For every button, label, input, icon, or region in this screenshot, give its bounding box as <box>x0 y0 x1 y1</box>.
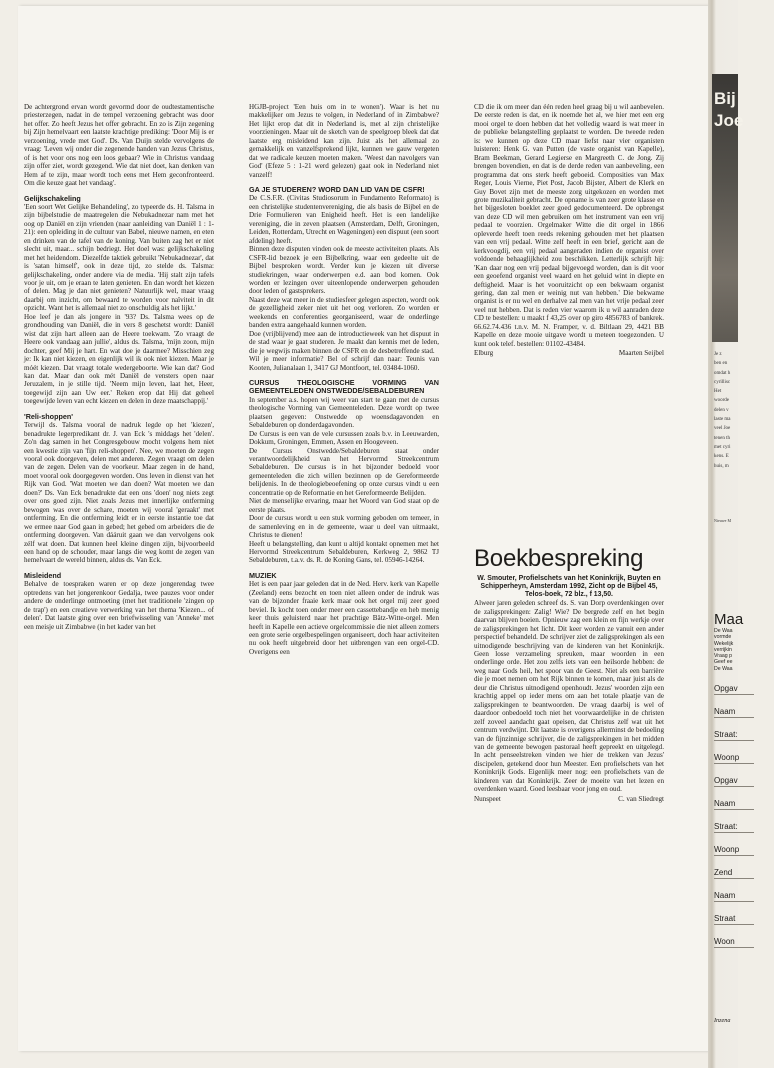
paragraph: Naast deze wat meer in de studiesfeer gelegen aspecten, wordt ook de gezelligheid zeker niet uit het oog verloren. Zo worden er weekends en conferenties georganiseerd, waar de onderlinge banden extra aangehaald kunnen worden. <box>249 295 439 330</box>
signature-place: Nunspeet <box>474 794 501 803</box>
paragraph: HGJB-project 'Een huis om in te wonen'). Waar is het nu makkelijker om Jezus te volgen, in Nederland of in Zimbabwe? Het lijkt erop dat dit in Nederland is, met al zijn christelijke voorzieningen. Maar uit de sketch van de speelgroep bleek dat dat laatste erg misleidend kan zijn. Juist als het allemaal zo gemakkelijk en vanzelfsprekend lijkt, kunnen we gauw vergeten dat we radicale keuzen moeten maken. 'Weest dan navolgers van God' (Efeze 5 : 1-21 werd gelezen) gaat ook in Nederland niet vanzelf! <box>249 103 439 179</box>
form-field-zend[interactable]: Zend <box>714 867 754 879</box>
paragraph: Door de cursus wordt u een stuk vorming geboden om temeer, in de samenleving en in de gemeente, waar u deel van uitmaakt, Christus te dienen! <box>249 514 439 540</box>
section-heading-gelijkschakeling: Gelijkschakeling <box>24 193 81 203</box>
paragraph: Binnen deze disputen vinden ook de meeste activiteiten plaats. Als CSFR-lid bezoek je een Bijbelkring, waar een gedeelte uit de Bijbel besproken wordt. Verder kun je kiezen uit diverse studiekringen, waar onderwerpen e.d. aan bod komen. Ook worden er lezingen over uiteenlopende onderwerpen gehouden door leden of gastsprekers. <box>249 245 439 296</box>
signature-author: C. van Sliedregt <box>618 794 664 803</box>
paragraph: De achtergrond ervan wordt gevormd door de oudtestamentische priesterzegen, nadat in de tempel verzoening gebracht was door het offer. Zo heeft Jezus het offer gebracht. En zo is Zijn zegening bij Zijn hemelvaart een laatste krachtige prediking: 'Door Mij is er verzoening, vrede met God'. Ds. Van Duijn stelde vervolgens de vraag: 'Leven wij onder die zegenende handen van Jezus Christus, of is het voor ons nog een loos gebaar? Wie in Christus vandaag zijn offer ziet, wordt gezegend. Wie dat niet doet, kan denken van Hem af te zijn, maar wordt toch eens met Hem geconfronteerd. Om die keuze gaat het vandaag'. <box>24 103 214 188</box>
form-footer: Inzena <box>714 1017 731 1024</box>
form-field-woonplaats[interactable]: Woonp <box>714 844 754 856</box>
section-heading-muziek: MUZIEK <box>249 570 277 580</box>
paragraph: Doe (vrijblijvend) mee aan de introductieweek van het dispuut in de stad waar je gaat studeren. Je maakt dan kennis met de leden, die je wegwijs maken binnen de CSFR en de desbetreffende stad. <box>249 329 439 355</box>
form-field-naam[interactable]: Naam <box>714 706 754 718</box>
side-text-line: huis, m <box>714 463 729 469</box>
paragraph: Wil je meer informatie? Bel of schrijf dan naar: Teunis van Kooten, Julianalaan 1, 3417 GJ Montfoort, tel. 03484-1060. <box>249 355 439 372</box>
signature-author: Maarten Seijbel <box>618 349 664 358</box>
column-2 <box>249 103 439 656</box>
form-field-woonplaats[interactable]: Woon <box>714 936 754 948</box>
signature-line <box>474 349 664 357</box>
adjacent-page-strip <box>712 0 744 1068</box>
paragraph: Niet de menselijke ervaring, maar het Woord van God staat op de eerste plaats. <box>249 497 439 514</box>
review-title: Boekbespreking <box>474 545 644 572</box>
side-text-line: delen v <box>714 407 729 413</box>
review-book-info: W. Smouter, Profielschets van het Koninkrijk, Buyten en Schipperheyn, Amsterdam 1992, Zicht op de Bijbel 45, Telos-boek, 72 blz., f 13,50. <box>477 575 661 599</box>
form-text: Wekelijk <box>714 640 734 647</box>
side-caption: Nieuwe M <box>714 517 731 523</box>
form-field-naam[interactable]: Naam <box>714 798 754 810</box>
paragraph: Heeft u belangstelling, dan kunt u altijd kontakt opnemen met het Hervormd Streekcentrum Sebaldeburen, Kerkweg 2, 9862 TJ Sebaldeburen, t.a.v. ds. R. de Koning Gans, tel. 05946-14264. <box>249 539 439 565</box>
form-text: Vraag p <box>714 653 732 660</box>
paragraph: De Cursus is een van de vele cursussen zoals b.v. in Leeuwarden, Dokkum, Groningen, Emmen, Assen en Hoogeveen. <box>249 429 439 447</box>
book-review <box>474 575 664 803</box>
form-field-straat[interactable]: Straat <box>714 913 754 925</box>
photo-title <box>714 88 743 132</box>
form-text: vormde <box>714 634 732 641</box>
paragraph: 'Een soort Wet Gelijke Behandeling', zo typeerde ds. H. Talsma in zijn bijbelstudie de maatregelen die Nebukadnezar nam met het oog op Daniël en zijn vrienden (naar aanleiding van Daniël 1 : 1-21): een opleiding in de cultuur van Babel, nieuwe namen, en eten en drinken van de tafel van de koning. Van buiten zag het er niet slecht uit, maar... schijn bedriegt. Het doel was: gelijkschakeling met het heidendom. Diezelfde taktiek gebruikt 'Nebukadnezar', dat is 'satan himself', ook in deze tijd, zo stelde ds. Talsma: gelijkschakeling, onder andere via de media. 'Hij stalt zijn tafels voor je uit, om je eraan te laten genieten. En dan wordt het kiezen of delen. Mag je dan niet genieten? Natuurlijk wel, maar vraag daarbij om inzicht, om bewaard te worden voor naïviteit in dit opzicht. Want het is allemaal niet zo onschuldig als het lijkt.' <box>24 202 214 313</box>
form-text: Geef ee <box>714 659 733 666</box>
paragraph: In september a.s. hopen wij weer van start te gaan met de cursus theologische Vorming van Gemeenteleden. Deze wordt op twee plaatsen gegeven: Onstwedde op woensdagavonden en Sebaldeburen op donderdagavonden. <box>249 395 439 430</box>
side-text-line: laste ma <box>714 417 731 423</box>
form-field-straat[interactable]: Straat: <box>714 821 754 833</box>
form-field-opgave[interactable]: Opgav <box>714 775 754 787</box>
side-text-line: Het <box>714 389 722 395</box>
section-heading-reli-shoppen: 'Reli-shoppen' <box>24 411 73 421</box>
paragraph: De C.S.F.R. (Civitas Studiosorum in Fundamento Reformato) is een christelijke studentenvereniging, die als basis de Bijbel en de Drie Formulieren van Enigheid heeft. Het is een landelijke vereniging, die in zeven plaatsen (Amsterdam, Delft, Groningen, Leiden, Rotterdam, Utrecht en Wageningen) een dispuut (een soort afdeling) heeft. <box>249 194 439 245</box>
side-text-line: met cyri <box>714 444 731 450</box>
paragraph: Het is een paar jaar geleden dat in de Ned. Herv. kerk van Kapelle (Zeeland) eens bezocht en toen niet alleen onder de indruk was van de bijzonder fraaie kerk maar ook het orgel mij zeer goed beviel. Ik kocht toen onder meer een cassettebandje en heb menig keer thuis geluisterd naar het prachtige Bätz-Witte-orgel. Men heeft in Kapelle een actieve orgelcommissie die niet alleen zomers een grote serie orgelbespelingen organiseert, doch haar activiteiten nu ook heeft uitgebreid door het uitbrengen van een orgel-CD. Overigens een <box>249 580 439 656</box>
paragraph: CD die ik om meer dan één reden heel graag bij u wil aanbevelen. De eerste reden is dat, en ik noemde het al, we hier met een erg mooi orgel te doen hebben dat het volledig waard is wat meer in de publieke belangstelling geplaatst te worden. De tweede reden is: we kunnen op deze CD maar liefst naar vier organisten luisteren: Henk G. van Putten (de vaste organist van Kapelle), Bram Beekman, Gerard Legierse en Margreeth C. de Jong. Zij brengen bovendien, en dat is de derde reden van aanbeveling, een programma dat ons sterk heeft geboeid. Composities van Max Reger, Louis Vierne, Piet Post, Jacob Bijster, Albert de Klerk en Guy Bovet zijn met de meeste zorg uitgekozen en worden met grote muzikaliteit gebracht. De opname is van zeer grote klasse en het bijgesloten boeklet zeer goed gedocumenteerd. De opbrengst van deze CD wil men gebruiken om het instrument van een vrij pedaal te voorzien. Orgelmaker Witte die dit orgel in 1866 opleverde heeft toen reeds rekening gehouden met het plaatsen van een vrij pedaal. Witte zelf heeft in een brief, gericht aan de kerkvoogdij, een vrij pedaal aangeraden indien de organist over voldoende behaaglijkheid zou beschikken. Letterlijk schrijft hij: 'Kan daar nog een vrij pedaal bijgevoegd worden, dan is dit voor een geoefend organist veel waard en het geluid wint in diepte en deftigheid. Maar is het vooruitzicht op een bekwaam organist gering, dan zal men er weinig nut van hebben.' Die bekwame organist is er nu wel en derhalve zal men van het vrije pedaal zeer veel nut hebben. Dat is reden vier waarom ik u wil aanraden deze CD te bestellen: u maakt f 43,25 over op giro 4856783 of bankrek. 66.62.74.436 t.n.v. M. N. Framper, v. d. Biltlaan 29, 4421 BB Kapelle en deze mooie uitgave wordt u meteen toegezonden. U kunt ook telef. bestellen: 01102-43484. <box>474 103 664 348</box>
signature-place: Elburg <box>474 349 494 358</box>
side-text-line: kens. E <box>714 454 729 460</box>
paragraph: Behalve de toespraken waren er op deze jongerendag twee optredens van het jongerenkoor Gedalja, twee pauzes voor onder andere de onderlinge ontmoeting (met het traditionele 'zingen op de trap') en een creatieve verwerking van het thema 'Kiezen... of delen'. Dat laatste ging over een briefwisseling van 'Anneke' met een meisje uit Zimbabwe (in het kader van het <box>24 580 214 631</box>
form-text: verrijkin <box>714 646 732 653</box>
side-text-line: veel Joe <box>714 426 731 432</box>
paragraph: Terwijl ds. Talsma vooral de nadruk legde op het 'kiezen', benadrukte legerpredikant dr. J. van Eck 's middags het 'delen'. Zo'n dag samen in het Congresgebouw mocht volgens hem niet een kwestie zijn van 'fijn reli-shoppen'. Nee, we moeten de zegen vooral ook doorgeven, delen met anderen. Zegen vraagt om delen van de zegen. Delen van de voorkeur. Maar zegen in de hand, moet vooral ook doorgegeven worden. Ons leven in dienst van het Rijk van God. 'Wat moeten we dan doen? Wat moeten we dan doen?' Ds. Van Eck benadrukte dat een ons 'doen' nog niets zegt over ons goed zijn. Niet zoals Jezus met innerlijke ontferming bewogen was over de schare, moeten wij vooral 'geraakt' met ontferming. En die ontferming leidt er in eerste instantie toe dat we ermee naar God gaan in gebed; het gebed om arbeiders die de ontferming doorgeven. Van dááruit gaan we dan vervolgens ook zélf wat doen. Dat kunnen heel kleine dingen zijn, bijvoorbeeld een hand op de schouder, maar langs die weg komt de zegen van hemelvaart de wereld binnen, aldus ds. Van Eck. <box>24 421 214 565</box>
paragraph: De Cursus Onstwedde/Sebaldeburen staat onder verantwoordelijkheid van het Hervormd Streekcentrum Sebaldeburen. De cursus is in het bijzonder bedoeld voor gemeenteleden die zich willen bezinnen op de Gereformeerde belijdenis. In de theologiebeoefening op onze cursus vindt u een concentratie op de Reformatie en het Gereformeerde Belijden. <box>249 446 439 497</box>
form-field-naam[interactable]: Naam <box>714 890 754 902</box>
side-text-line: ben en <box>714 361 728 367</box>
form-text: De Waa <box>714 665 733 672</box>
section-heading-cursus: CURSUS THEOLOGISCHE VORMING VAN GEMEENTELEDEN ONSTWEDDE/SEBALDEBUREN <box>249 378 439 396</box>
photo-title-line: Bij <box>714 89 736 108</box>
side-text-line: cyrillisc <box>714 379 731 385</box>
form-field-straat[interactable]: Straat: <box>714 729 754 741</box>
side-text-line: tenen th <box>714 435 730 441</box>
form-title: Maa <box>714 611 744 628</box>
paragraph: Alweer jaren geleden schreef ds. S. van Dorp overdenkingen over de zaligsprekingen: Zalig! Wie? De bergrede zelf en het begin daarvan blijven boeien. Opnieuw zag een klein en fijn werkje over de zaligsprekingen het licht. Dit keer worden ze vanuit een ander perspectief behandeld. De schrijver ziet de zaligsprekingen als een uitnodigende beschrijving van de kinderen van het Koninkrijk. Geen losse verzameling spreuken, maar woorden in een onderlinge orde. Het zou zelfs iets van een heilsorde hebben: de weg naar Gods heil, het spoor van de Geest. Niet als een barrière die je moet nemen om het Rijk binnen te komen, maar juist als de deur die Christus uitnodigend openhoudt. Jezus' woorden zijn een krachtig appel op ieder mens om aan het totale plaatje van de zaligsprekingen te beantwoorden. De vraag daarbij is wel of daardoor onbedoeld toch niet het voorwaardelijke in de christen zelf zoveel aandacht gaat opeisen, dat Christus zelf wat uit het centrum verdwijnt. Dit laatste is overigens allerminst de bedoeling van de fijnzinnige schrijver, die de zaligsprekingen in het midden van de gemeente bewogen pastoraal heeft gepreekt en uitgelegd. In acht penseelstreken vinden we hier de trekken van Jezus' discipelen, getekend door hun Meester. Een profielschets van het Koninkrijk Gods. Eigenlijk meer nog: een profielschets van de kinderen van dat Koninkrijk. Zeer de moeite van het lezen en overdenken waard. Goed leesbaar voor jong en oud. <box>474 599 664 794</box>
photo-title-line: Joe <box>714 111 744 130</box>
side-text-lines <box>714 350 731 525</box>
side-text-line: omdat h <box>714 370 731 376</box>
form-field-woonplaats[interactable]: Woonp <box>714 752 754 764</box>
side-text-line: Je z <box>714 352 722 357</box>
column-3 <box>474 103 664 358</box>
form-text: De Waa <box>714 628 733 634</box>
side-text-line: woorde <box>714 398 729 404</box>
paragraph: Hoe leef je dan als jongere in '93? Ds. Talsma wees op de grondhouding van Daniël, die in vers 8 geschetst wordt: Daniël wist dat zijn hart alleen aan de Heere toekwam. 'Zo vraagt de Heere ook vandaag aan jullie', aldus ds. Talsma, 'mijn zoon, mijn dochter, geef Mij je hart. En wat doe je daarmee? Misschien zeg je: Ik kan niet kiezen, en eigenlijk wil ik ook niet kiezen. Maar je móét kiezen. Dat vraagt totale wedergeboorte. Wie kan dat? God kan dat. Maar dan ook mét Daniël de vensters open naar Jeruzalem, in je stille tijd. 'Neem mijn leven, laat het, Heer, toegewijd zijn aan Uw eer.' Reken erop dat Hij dat geheel toegewijde leven van echt kiezen en delen in deze maatschappij.' <box>24 312 214 406</box>
signature-line <box>474 795 664 803</box>
subscription-form <box>714 612 774 948</box>
section-heading-misleidend: Misleidend <box>24 570 62 580</box>
column-1 <box>24 103 214 631</box>
section-heading-csfr: GA JE STUDEREN? WORD DAN LID VAN DE CSFR! <box>249 185 425 195</box>
form-field-opgave[interactable]: Opgav <box>714 683 754 695</box>
